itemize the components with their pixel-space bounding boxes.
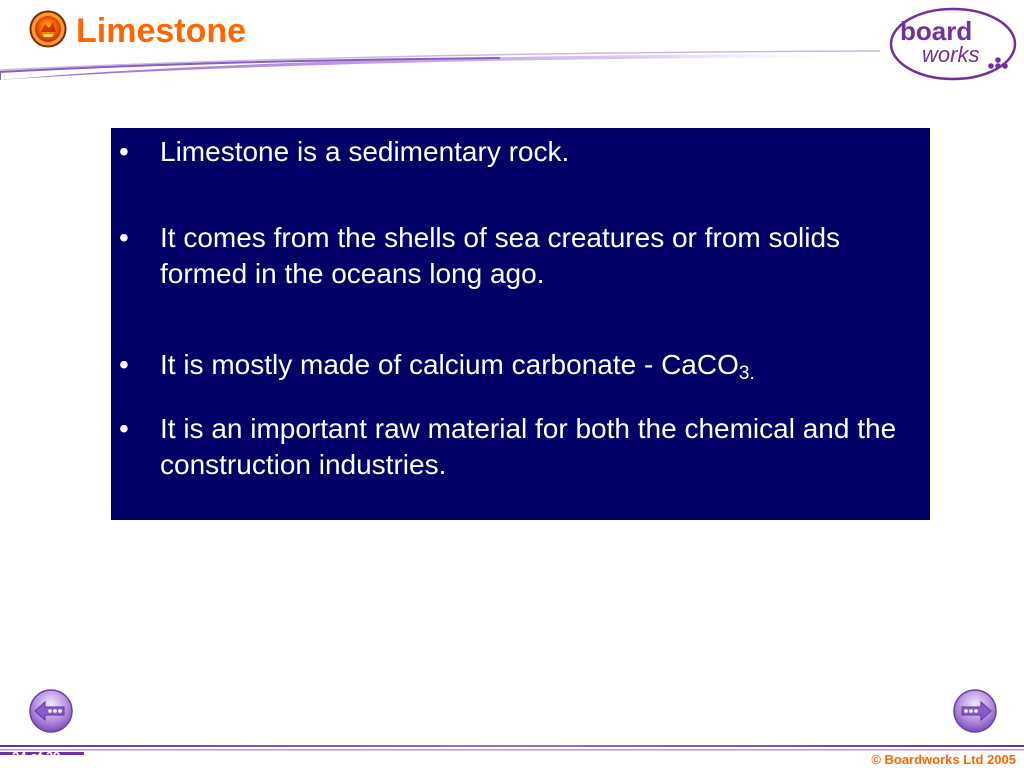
boardworks-logo [886,4,1020,84]
bullet-marker: • [119,413,129,444]
bullet-item [119,220,900,292]
previous-arrow-icon[interactable] [28,688,74,734]
bullet-list [119,134,900,483]
bullet-text: Limestone is a sedimentary rock. [160,136,570,167]
logo-line2: works [922,42,980,67]
header-swoosh [0,50,890,80]
bullet-text: It is mostly made of calcium carbonate - CaCO [160,349,739,380]
rock-icon [29,10,67,48]
content-panel [111,128,930,520]
page-number: 24 of 39 [12,749,61,764]
bullet-marker: • [119,136,129,167]
bullet-item [119,411,900,483]
chemical-subscript: 3. [738,363,755,384]
bullet-marker: • [119,222,129,253]
bullet-marker: • [119,349,129,380]
logo-line1: board [900,16,973,46]
bullet-item [119,134,900,170]
bullet-item [119,347,900,383]
page-title: Limestone [76,12,247,50]
next-arrow-icon[interactable] [952,688,998,734]
bullet-text: It is an important raw material for both the chemical and the construction industries. [160,413,897,480]
bullet-text: It comes from the shells of sea creatures or from solids formed in the oceans long ago. [160,222,841,289]
copyright-text: © Boardworks Ltd 2005 [871,752,1016,767]
